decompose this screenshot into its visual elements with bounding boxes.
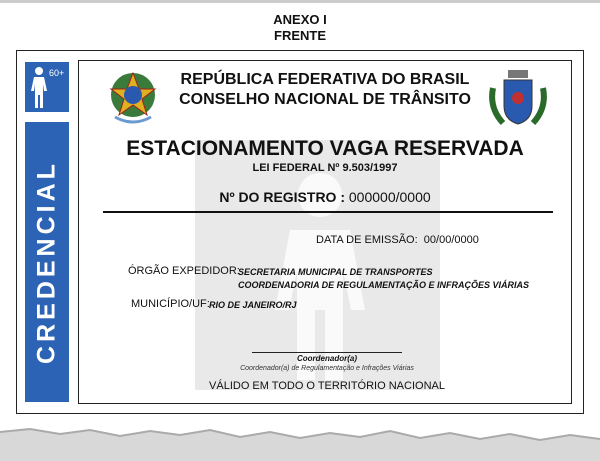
top-edge xyxy=(0,0,600,3)
registration-value: 000000/0000 xyxy=(348,189,431,205)
signature-subtitle: Coordenador(a) de Regulamentação e Infrações Viárias xyxy=(240,365,414,372)
signature-line xyxy=(252,352,402,353)
issuer-line-1: SECRETARIA MUNICIPAL DE TRANSPORTES xyxy=(238,267,433,277)
elderly-badge xyxy=(25,62,69,112)
law-reference: LEI FEDERAL Nº 9.503/1997 xyxy=(252,162,398,174)
municipality-value: RIO DE JANEIRO/RJ xyxy=(209,300,297,310)
annex-title: ANEXO I xyxy=(273,12,327,27)
credential-side-band xyxy=(25,122,69,402)
age-badge-label: 60+ xyxy=(49,68,65,78)
registration-number xyxy=(78,189,572,205)
municipality-label: MUNICÍPIO/UF: xyxy=(131,298,210,310)
issue-date-value: 00/00/0000 xyxy=(423,234,479,246)
issuer-line-2: COORDENADORIA DE REGULAMENTAÇÃO E INFRAÇÕES VIÁRIAS xyxy=(238,280,530,290)
signature-title: Coordenador(a) xyxy=(297,354,357,363)
divider xyxy=(103,211,553,213)
council-heading: CONSELHO NACIONAL DE TRÂNSITO xyxy=(179,91,471,108)
validity-footer: VÁLIDO EM TODO O TERRITÓRIO NACIONAL xyxy=(209,380,445,392)
issue-date xyxy=(316,234,479,246)
issue-date-label: DATA DE EMISSÃO: xyxy=(316,234,418,246)
torn-paper-edge xyxy=(0,418,600,461)
card-title: ESTACIONAMENTO VAGA RESERVADA xyxy=(126,137,524,160)
issuer-label: ÓRGÃO EXPEDIDOR: xyxy=(128,265,240,277)
annex-side: FRENTE xyxy=(274,28,326,43)
credential-vertical-label: CREDENCIAL xyxy=(32,160,61,364)
republic-heading: REPÚBLICA FEDERATIVA DO BRASIL xyxy=(180,71,470,88)
registration-label: Nº DO REGISTRO : xyxy=(219,189,345,205)
